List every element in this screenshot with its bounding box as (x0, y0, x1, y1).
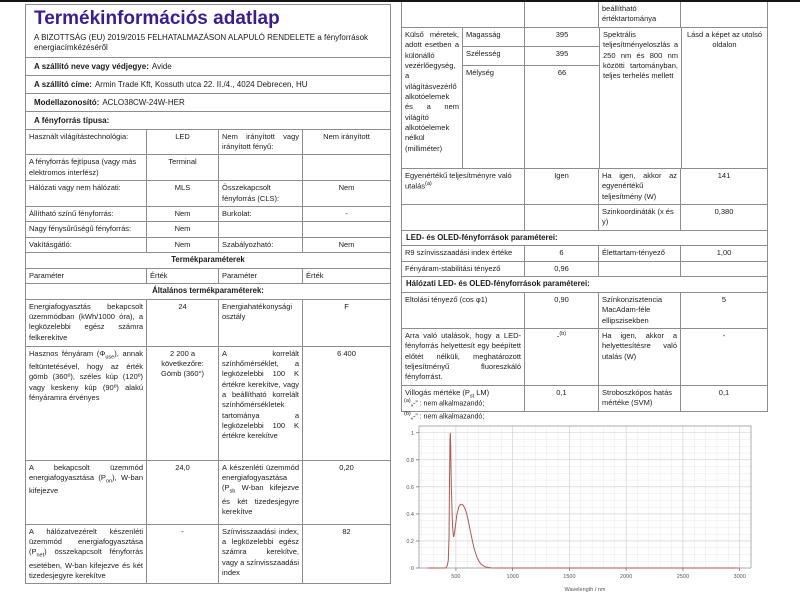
param-value: LED (146, 130, 218, 155)
param-value (302, 222, 390, 236)
svg-text:1500: 1500 (563, 574, 576, 580)
svg-text:2500: 2500 (676, 574, 690, 580)
param-value: Lásd a képet az utolsó oldalon (681, 28, 767, 168)
table-row (26, 180, 390, 206)
dimension-value: 66 (557, 68, 567, 77)
param-label (402, 205, 524, 230)
param-label: R9 színvisszaadási index értéke (405, 248, 513, 258)
param-value: 82 (302, 525, 390, 583)
svg-text:3000: 3000 (733, 574, 746, 580)
param-label: A készenléti üzemmód energiafogyasztása ($P_{sb}$ W-ban kifejezve és két tizedesjegyre kerekítve (218, 461, 302, 524)
svg-text:0.2: 0.2 (406, 538, 414, 545)
param-value: Terminal (146, 155, 218, 180)
table-row (26, 206, 390, 221)
param-label: A korrelált színhőmérséklet, a legközelebbi 100 K értékre kerekítve, vagy a beállítható korrelált színhőmérsékletek tartománya a legközelebbi 100 K értékre kerekítve (218, 347, 302, 460)
table-row (402, 168, 767, 204)
dimension-name: Szélesség (463, 47, 524, 66)
param-label: Állítható színű fényforrás: (29, 208, 114, 218)
param-value (524, 2, 598, 27)
param-value: Nem (146, 222, 218, 236)
table-row (402, 245, 767, 260)
param-value: 0,1 (524, 386, 598, 411)
table-row (402, 328, 767, 385)
column-header: Érték (146, 269, 218, 283)
param-value (680, 262, 767, 276)
param-label: beállítható értéktartománya (598, 2, 680, 27)
column-header: Paraméter (218, 269, 302, 283)
param-label: Energiahatékonysági osztály (218, 300, 302, 346)
supplier-name-label: A szállító neve vagy védjegye: (34, 61, 149, 71)
table-row (26, 221, 390, 236)
table-row (26, 299, 390, 346)
param-value: 0,90 (524, 293, 598, 328)
param-label (218, 222, 302, 236)
param-label: Spektrális teljesítményeloszlás a 250 nm és 800 nm közötti tartományban, teljes terhelés mellett (599, 28, 681, 168)
param-label: Ha igen, akkor a helyettesítésre való utalás (W) (598, 329, 680, 385)
param-label: Színvisszaadási index, a legközelebbi egész számra kerekítve, vagy a színvisszaadási index (218, 525, 302, 583)
column-header: Érték (302, 269, 390, 283)
param-value: 2 200 a következőre: Gömb (360°) (146, 347, 218, 460)
param-label: Stroboszkópos hatás mértéke (SVM) (598, 386, 680, 411)
datasheet-right-table (401, 2, 768, 412)
param-label: Használt világítástechnológia: (29, 131, 129, 141)
dimension-values-column (524, 28, 599, 168)
param-value: -$^{(b)}$ (524, 329, 598, 385)
svg-text:1: 1 (410, 430, 414, 437)
table-row (402, 204, 767, 230)
supplier-address-row (26, 75, 390, 93)
svg-text:0: 0 (410, 566, 414, 572)
param-value: 24 (146, 300, 218, 346)
dimension-value: 395 (525, 47, 599, 66)
param-value: 6 400 (302, 347, 390, 460)
param-label: A bekapcsolt üzemmód energiafogyasztása $(P_{on})$, W-ban kifejezve (29, 462, 143, 496)
source-type-row (26, 111, 390, 129)
param-value: Nem (302, 181, 390, 206)
param-label: Szabályozható: (218, 238, 302, 252)
param-value: - (146, 525, 218, 583)
param-label: Nem irányított vagy irányított fényű: (218, 130, 302, 155)
svg-text:Wavelength / nm: Wavelength / nm (564, 587, 606, 593)
supplier-address-value: Armin Trade Kft, Kossuth utca 22. II./4., 4024 Debrecen, HU (94, 79, 308, 89)
param-label (218, 155, 302, 180)
param-value: 6 (524, 246, 598, 260)
param-label: Villogás mértéke ($P_{st}$ LM) (405, 387, 490, 400)
param-value: - (302, 207, 390, 221)
param-label: Élettartam-tényező (598, 246, 680, 260)
param-value: Igen (524, 169, 598, 204)
supplier-name-value: Avide (151, 61, 172, 71)
param-label (598, 262, 680, 276)
param-label: Hálózati vagy nem hálózati: (29, 183, 121, 193)
svg-text:500: 500 (451, 574, 461, 580)
section-header-mains-params: Hálózati LED- és OLED-fényforrások paraméterei: (402, 276, 767, 292)
footnotes (404, 397, 484, 422)
table-row (402, 261, 767, 276)
param-value (524, 205, 598, 230)
page-title: Termékinformációs adatlap (34, 8, 280, 29)
footnote-b: $^{(b)}$„-” : nem alkalmazandó; (404, 410, 485, 420)
param-value: 141 (680, 169, 767, 204)
param-value (302, 155, 390, 180)
table-row (26, 460, 390, 524)
param-value: Nem irányított (302, 130, 390, 155)
param-label (402, 2, 524, 27)
param-label: Szinkoordináták (x és y) (598, 205, 680, 230)
section-header-led-params: LED- és OLED-fényforrások paraméterei: (402, 230, 767, 246)
column-header-row (26, 268, 390, 283)
svg-text:0.6: 0.6 (406, 484, 414, 491)
dimension-names-column (462, 28, 524, 168)
column-header: Paraméter (29, 270, 65, 280)
param-label: Arra való utalások, hogy a LED-fényforrás helyettesít egy beépített előtét nélküli, meghatározott teljesítményű fluoreszkáló fényforrást. (405, 330, 521, 382)
param-value: - (680, 329, 767, 385)
param-label: Eltolási tényező (cos φ1) (405, 294, 488, 304)
param-label: Ha igen, akkor az egyenértékű teljesítmény (W) (598, 169, 680, 204)
param-value: Nem (302, 238, 390, 252)
param-label: Hasznos fényáram $(\Phi_{use})$, annak feltüntetésével, hogy az érték gömb (360º), széles kúp (120º) vagy keskeny kúp (90º) alakú fényáramra érvényes (29, 348, 143, 402)
table-row (26, 154, 390, 180)
param-label: Összekapcsolt fényforrás (CLS): (218, 181, 302, 206)
param-value: F (302, 300, 390, 346)
param-value: 0,20 (302, 461, 390, 524)
svg-text:2000: 2000 (620, 574, 633, 580)
model-id-label: Modellazonosító: (34, 97, 100, 107)
param-value: 0,96 (524, 262, 598, 276)
section-header-general-params: Általános termékparaméterek: (26, 283, 390, 299)
param-value: MLS (146, 181, 218, 206)
header-block (26, 5, 390, 57)
footnote-a: $^{(a)}$„-” : nem alkalmazandó; (404, 398, 485, 408)
table-row (26, 237, 390, 252)
regulation-text: A BIZOTTSÁG (EU) 2019/2015 FELHATALMAZÁSON ALAPULÓ RENDELETE a fényforrások energiacímkézéséről (34, 32, 369, 53)
param-label: Nagy fénysűrűségű fényforrás: (29, 224, 132, 234)
param-label: Egyenértékű teljesítményre való utalás$^{(a)}$ (405, 171, 512, 191)
table-row (26, 524, 390, 583)
param-value: 0,380 (680, 205, 767, 230)
param-value: 5 (680, 293, 767, 328)
param-label: Burkolat: (218, 207, 302, 221)
dimension-value: 395 (525, 28, 599, 47)
param-value: 1,00 (680, 246, 767, 260)
param-label: Fényáram-stabilitási tényező (405, 263, 501, 273)
section-header-product-params: Termékparaméterek (26, 252, 390, 268)
table-row (402, 292, 767, 328)
supplier-name-row (26, 57, 390, 75)
model-id-value: ACLO38CW-24W-HER (102, 97, 185, 107)
param-label: A hálózatvezérelt készenléti üzemmód energiafogyasztása $(P_{net})$ összekapcsolt fényforrás esetében, W-ban kifejezve és két tizedesjegyre kerekítve (29, 526, 143, 580)
table-row (26, 129, 390, 155)
supplier-address-label: A szállító címe: (34, 79, 92, 89)
datasheet-main-table (25, 4, 391, 584)
dimension-name: Magasság (463, 28, 524, 47)
svg-text:0.4: 0.4 (406, 511, 414, 518)
param-label: Energiafogyasztás bekapcsolt üzemmódban (kWh/1000 óra), a legközelebbi egész számra felkerekítve (29, 301, 143, 342)
spectral-distribution-chart (402, 420, 762, 598)
svg-text:1000: 1000 (506, 574, 519, 580)
param-value (680, 2, 767, 27)
param-value: 0,1 (680, 386, 767, 411)
spd-chart-canvas (402, 420, 762, 598)
param-value: Nem (146, 238, 218, 252)
dimensions-label: Külső méretek, adott esetben a különálló vezérlőegység, a világításvezérlő alkotóelemek és a nem világító alkotóelemek nélkül (milliméter) (405, 30, 459, 153)
param-label: Színkonzisztencia MacAdam-féle ellipszisekben (598, 293, 680, 328)
svg-text:0.8: 0.8 (406, 457, 414, 464)
param-label: A fényforrás fejtípusa (vagy más elektromos interfész) (29, 157, 137, 177)
param-value: 24,0 (146, 461, 218, 524)
param-label: Vakításgátló: (29, 239, 72, 249)
source-type-label: A fényforrás típusa: (34, 115, 110, 125)
model-id-row (26, 93, 390, 111)
table-row (26, 346, 390, 460)
dimension-name: Mélység (466, 68, 494, 77)
dimensions-row (402, 27, 767, 168)
param-value: Nem (146, 207, 218, 221)
carryover-row (402, 2, 767, 27)
